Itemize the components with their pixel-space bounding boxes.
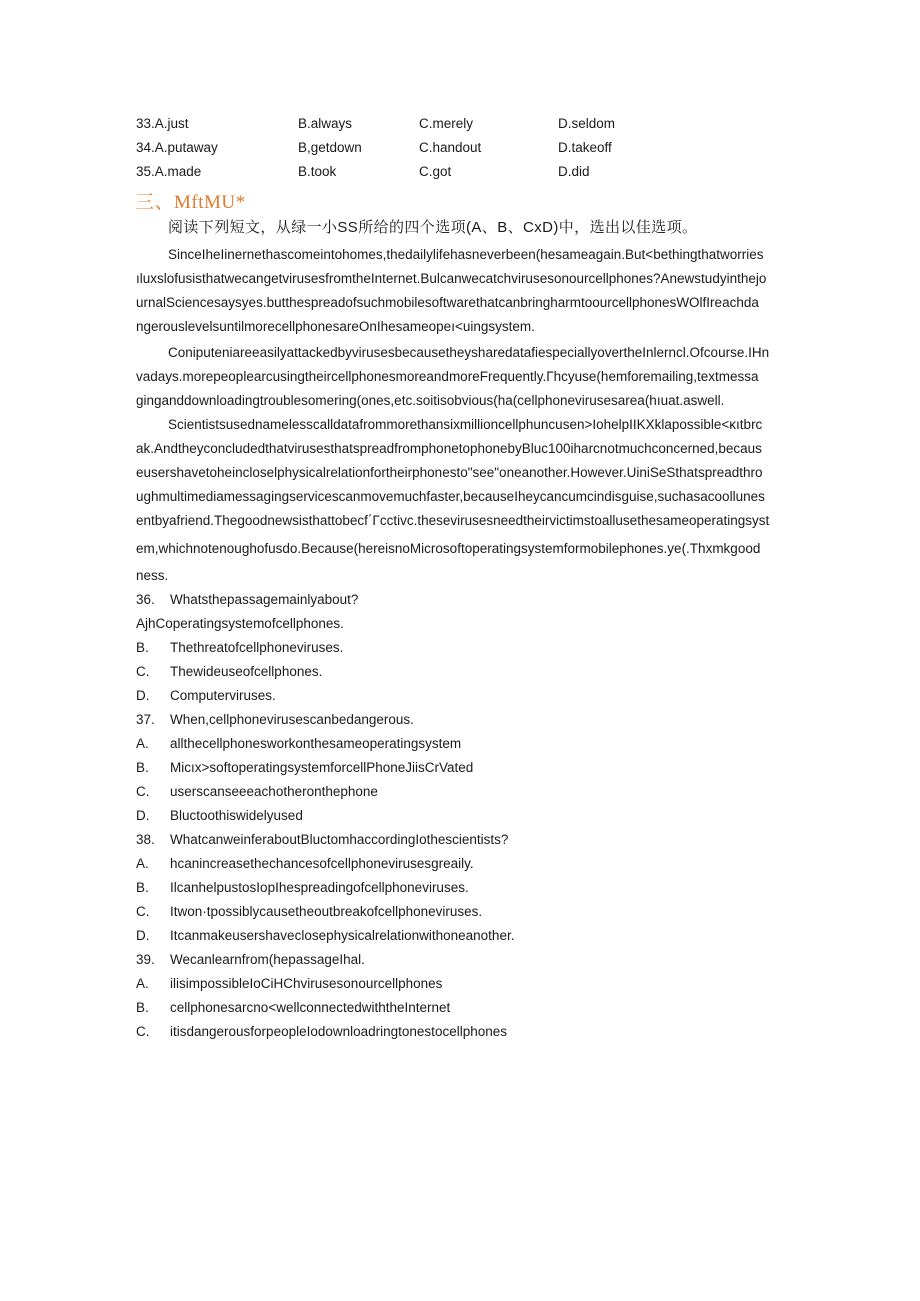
passage-line: SinceIheIinernethascomeintohomes,thedailylifehasneverbeen(hesameagain.But<bethingthatworries [168, 247, 764, 262]
question-text: When,cellphonevirusescanbedangerous. [170, 712, 414, 727]
option-label: B. [136, 640, 149, 655]
option-33-b: B.always [298, 116, 353, 131]
question-38-option-b[interactable] [136, 880, 469, 895]
option-33-d: D.seldom [558, 116, 616, 131]
option-33-a: 33.A.just [136, 116, 189, 131]
question-37-option-c[interactable] [136, 784, 378, 799]
question-text: Wecanlearnfrom(hepassageIhal. [170, 952, 365, 967]
question-number: 37. [136, 712, 155, 727]
passage-paragraph-2 [136, 341, 786, 413]
option-34-c: C.handout [419, 140, 482, 155]
option-label: B. [136, 880, 149, 895]
passage-line: ak.AndtheyconcludedthatvirusesthatspreadfromphonetophonebyBluc100iharcnotmuchconcerned,becaus [136, 441, 762, 456]
option-label: A. [136, 976, 149, 991]
passage-line: entbyafriend.Thegoodnewsisthattobecf΄Γcctivc.thesevirusesneedtheirvictimstoallusethesameoperatingsyst [136, 513, 770, 528]
question-36-option-d[interactable] [136, 688, 276, 703]
question-36-stem [136, 592, 358, 607]
option-text: Thewideuseofcellphones. [170, 664, 323, 679]
option-text: Itcanmakeusershaveclosephysicalrelationwithoneanother. [170, 928, 515, 943]
question-38-option-a[interactable] [136, 856, 474, 871]
question-37-option-a[interactable] [136, 736, 461, 751]
option-label: D. [136, 688, 150, 703]
option-text: Computerviruses. [170, 688, 276, 703]
question-36-option-b[interactable] [136, 640, 343, 655]
option-text: Thethreatofcellphoneviruses. [170, 640, 344, 655]
passage-line: ıluxslofusisthatwecangetvirusesfromtheInternet.Bulcanwecatchvirusesonourcellphones?Anewstudyinthejo [136, 271, 767, 286]
question-39-option-a[interactable] [136, 976, 442, 991]
option-text: Itwon·tpossiblycausetheoutbreakofcellphoneviruses. [170, 904, 483, 919]
question-38-option-c[interactable] [136, 904, 482, 919]
passage-line: eusershavetoheincloselphysicalrelationfortheirphonesto"see"oneanother.However.UiniSeSthatspreadthro [136, 465, 763, 480]
option-label: C. [136, 784, 150, 799]
passage-paragraph-3 [136, 413, 786, 588]
option-text: userscanseeeachotheronthephone [170, 784, 378, 799]
question-37-stem [136, 712, 414, 727]
question-39-option-b[interactable] [136, 1000, 450, 1015]
option-34-d: D.takeoff [558, 140, 612, 155]
option-text: Bluctoothiswidelyused [170, 808, 303, 823]
question-39-option-c[interactable] [136, 1024, 507, 1039]
question-text: Whatsthepassagemainlyabout? [170, 592, 359, 607]
question-number: 38. [136, 832, 155, 847]
option-text: itisdangerousforpeopleIodownloadringtonestocellphones [170, 1024, 507, 1039]
option-label: A. [136, 856, 149, 871]
passage-line: ngerouslevelsuntilmorecellphonesareOnIhesameopeı<uingsystem. [136, 319, 535, 334]
passage-line: ConiputeniareeasilyattackedbyvirusesbecausetheysharedataﬁespeciallyovertheInlerncl.Ofcourse.IHn [168, 345, 770, 360]
question-37-option-d[interactable] [136, 808, 303, 823]
option-label: B. [136, 760, 149, 775]
option-text: IlcanhelpustosIopIhespreadingofcellphoneviruses. [170, 880, 469, 895]
section-intro: 阅读下列短文，从绿一小SS所给的四个选项(A、B、CxD)中，选出以佳选项。 [168, 219, 698, 236]
question-number: 39. [136, 952, 155, 967]
option-label: C. [136, 664, 150, 679]
passage-line: vadays.morepeoplearcusingtheircellphonesmoreandmoreFrequently.Γhcyuse(hemforemailing,textmessa [136, 369, 759, 384]
question-38-option-d[interactable] [136, 928, 514, 943]
option-label: B. [136, 1000, 149, 1015]
option-text: cellphonesarcno<wellconnectedwiththeInternet [170, 1000, 451, 1015]
option-label: D. [136, 928, 150, 943]
option-text: ilisimpossibleIoCiHChvirusesonourcellphones [170, 976, 443, 991]
option-label: C. [136, 1024, 150, 1039]
question-36-option-c[interactable] [136, 664, 322, 679]
option-label: D. [136, 808, 150, 823]
option-35-d: D.did [558, 164, 590, 179]
option-text: hcanincreasethechancesofcellphonevirusesgreaily. [170, 856, 474, 871]
passage-paragraph-1 [136, 243, 786, 339]
option-text: AjhCoperatingsystemofcellphones. [136, 616, 344, 631]
option-text: allthecellphonesworkonthesameoperatingsystem [170, 736, 462, 751]
option-34-a: 34.A.putaway [136, 140, 218, 155]
passage-line: ughmultimediamessagingservicescanmovemuchfaster,becauseIheycancumcindisguise,suchasacoollunes [136, 489, 765, 504]
option-label: C. [136, 904, 150, 919]
option-label: A. [136, 736, 149, 751]
option-35-b: B.took [298, 164, 337, 179]
question-37-option-b[interactable] [136, 760, 473, 775]
option-34-b: B,getdown [298, 140, 362, 155]
question-text: WhatcanweinferaboutBluctomhaccordingIothescientists? [170, 832, 509, 847]
question-36-option-a[interactable] [136, 616, 344, 631]
section-heading: 三、MftMU* [135, 192, 246, 213]
passage-line: ness. [136, 568, 169, 583]
passage-line: urnalSciencesaysyes.butthespreadofsuchmobilesoftwarethatcanbringharmtoourcellphonesWOlfIreachda [136, 295, 759, 310]
passage-line: em,whichnotenoughofusdo.Because(hereisnoMicrosoftoperatingsystemformobilephones.ye(.Thxmkgood [136, 541, 761, 556]
option-35-a: 35.A.made [136, 164, 202, 179]
option-text: Micıx>softoperatingsystemforcellPhoneJiisCrVated [170, 760, 474, 775]
question-39-stem [136, 952, 365, 967]
passage-line: Scientistsusednamelesscalldatafrommorethansixmillioncellphuncusen>IohelpIIKXklapossible<κıtbrc [168, 417, 763, 432]
passage-line: ginganddownloadingtroublesomering(ones,etc.soitisobvious(ha(cellphonevirusesarea(hıuat.aswell. [136, 393, 725, 408]
question-number: 36. [136, 592, 155, 607]
question-38-stem [136, 832, 508, 847]
option-33-c: C.merely [419, 116, 474, 131]
option-35-c: C.got [419, 164, 452, 179]
